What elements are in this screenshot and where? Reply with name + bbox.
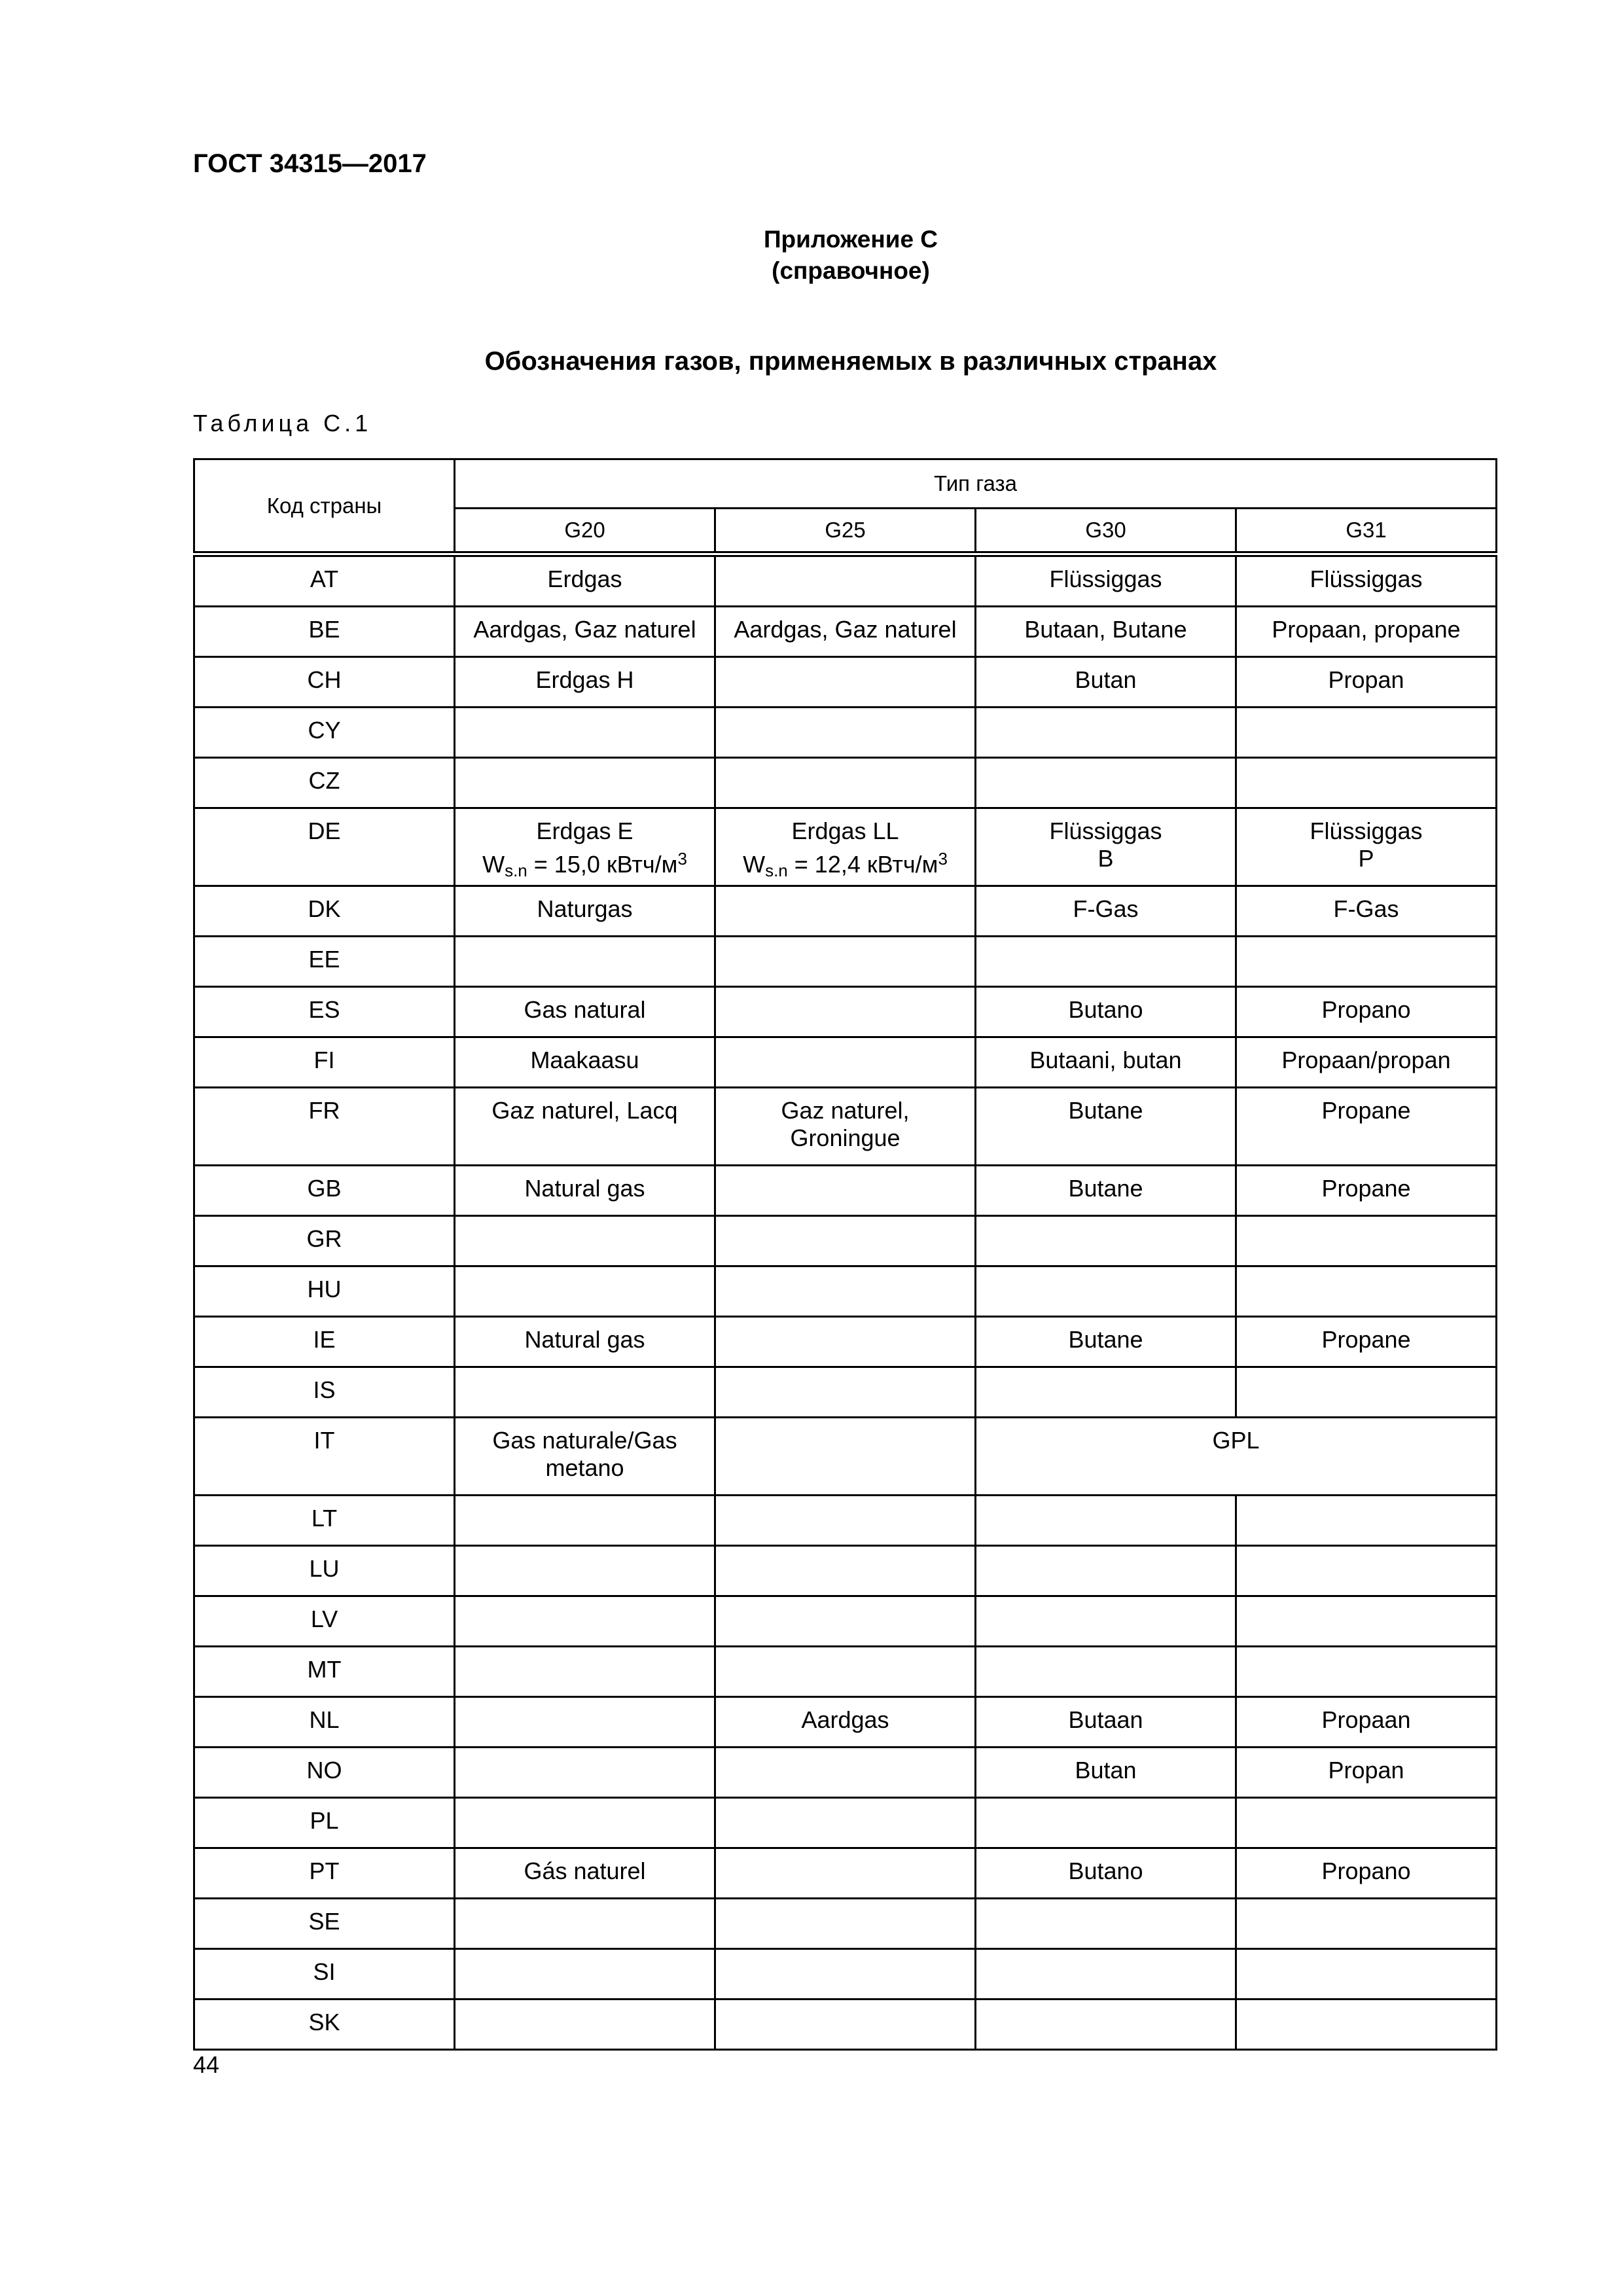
cell-g30 [976,1647,1236,1697]
cell-g30-g31: GPL [976,1418,1497,1496]
cell-country: IE [194,1317,455,1367]
document-code: ГОСТ 34315—2017 [193,149,427,178]
cell-g25 [715,1496,976,1546]
cell-g30: Butan [976,1748,1236,1798]
cell-g30 [976,1546,1236,1596]
page-number: 44 [193,2051,220,2078]
cell-g20 [455,1367,715,1418]
cell-g31 [1236,1496,1497,1546]
cell-g20 [455,1546,715,1596]
cell-g25 [715,1949,976,2000]
cell-g25 [715,987,976,1037]
header-g30: G30 [976,509,1236,554]
table-row [194,937,1497,987]
table-row [194,1317,1497,1367]
cell-g30 [976,937,1236,987]
cell-country: PT [194,1848,455,1899]
cell-country: NO [194,1748,455,1798]
cell-g30 [976,758,1236,808]
cell-g30: Butano [976,1848,1236,1899]
header-g31: G31 [1236,509,1497,554]
cell-g25 [715,1596,976,1647]
cell-country: SE [194,1899,455,1949]
cell-g20 [455,1798,715,1848]
cell-country: FI [194,1037,455,1088]
cell-g31 [1236,808,1497,886]
cell-g31: Propano [1236,987,1497,1037]
cell-g31 [1236,1798,1497,1848]
cell-g25: Aardgas [715,1697,976,1748]
cell-wobbe-line [719,845,972,884]
cell-g25: Aardgas, Gaz naturel [715,607,976,657]
cell-g25 [715,808,976,886]
cell-g31 [1236,1367,1497,1418]
cell-g31: F-Gas [1236,886,1497,937]
cell-g25 [715,1848,976,1899]
cell-g30: Butaani, butan [976,1037,1236,1088]
cell-g30 [976,1899,1236,1949]
wobbe-subscript: s.n [765,861,788,880]
cell-country: EE [194,937,455,987]
cell-line: P [1358,845,1374,872]
cell-country: LU [194,1546,455,1596]
table-row [194,1088,1497,1166]
cell-g25 [715,1367,976,1418]
table-row [194,607,1497,657]
cell-country: LT [194,1496,455,1546]
cell-g31: Propaan/propan [1236,1037,1497,1088]
cell-g25 [715,1166,976,1216]
cell-g25 [715,657,976,708]
table-row [194,987,1497,1037]
cell-g25 [715,1317,976,1367]
cell-g20 [455,2000,715,2050]
cell-g30: F-Gas [976,886,1236,937]
cell-g20 [455,758,715,808]
cell-g30: Butaan, Butane [976,607,1236,657]
cell-g30 [976,808,1236,886]
table-row [194,657,1497,708]
cell-g25 [715,1798,976,1848]
cell-g31: Propane [1236,1166,1497,1216]
cell-g25 [715,554,976,607]
annex-kind: (справочное) [772,257,930,284]
cell-g25 [715,1546,976,1596]
cell-country: PL [194,1798,455,1848]
cell-g31 [1236,758,1497,808]
cell-country: FR [194,1088,455,1166]
cell-line: Groningue [790,1124,901,1151]
cell-g31 [1236,937,1497,987]
cell-g25 [715,1748,976,1798]
cell-country: SI [194,1949,455,2000]
cell-g25 [715,1216,976,1266]
cell-country: ES [194,987,455,1037]
wobbe-value: = 15,0 кВтч/м [527,851,678,878]
wobbe-symbol: W [743,851,766,878]
cell-g31 [1236,1949,1497,2000]
cell-g20 [455,1949,715,2000]
cell-g25 [715,2000,976,2050]
cell-g30 [976,2000,1236,2050]
table-row [194,808,1497,886]
cell-line: Erdgas E [536,817,633,844]
cell-g20 [455,1266,715,1317]
cell-g31: Propano [1236,1848,1497,1899]
cell-g30: Flüssiggas [976,554,1236,607]
cell-g30: Butaan [976,1697,1236,1748]
table-row [194,886,1497,937]
cell-g30 [976,1367,1236,1418]
cell-g20: Maakaasu [455,1037,715,1088]
wobbe-subscript: s.n [505,861,527,880]
table-row [194,758,1497,808]
cell-g31: Propane [1236,1088,1497,1166]
cell-line: Flüssiggas [1310,817,1423,844]
cell-line: metano [545,1454,624,1481]
cell-g30 [976,1496,1236,1546]
cell-country: CY [194,708,455,758]
page-title: Обозначения газов, применяемых в различных странах [484,347,1217,376]
table-row [194,1848,1497,1899]
cell-g20 [455,1697,715,1748]
cell-g20 [455,1496,715,1546]
table-row [194,1418,1497,1496]
cell-country: CZ [194,758,455,808]
header-gas-type: Тип газа [455,459,1497,509]
cell-g20 [455,1418,715,1496]
cell-g20: Gaz naturel, Lacq [455,1088,715,1166]
cell-g20 [455,1899,715,1949]
cell-g25 [715,758,976,808]
cell-g30: Butane [976,1088,1236,1166]
header-country-code: Код страны [194,459,455,554]
cell-country: LV [194,1596,455,1647]
table-row [194,1949,1497,2000]
cell-country: HU [194,1266,455,1317]
cell-g25 [715,1037,976,1088]
cell-country: DE [194,808,455,886]
cell-g25 [715,1647,976,1697]
cell-g25 [715,708,976,758]
cell-g31 [1236,1546,1497,1596]
wobbe-symbol: W [482,851,505,878]
cell-g30: Butane [976,1317,1236,1367]
cell-g30: Butan [976,657,1236,708]
cell-g20: Gas natural [455,987,715,1037]
cell-g20: Natural gas [455,1317,715,1367]
cell-g31: Propaan [1236,1697,1497,1748]
cell-g25 [715,1899,976,1949]
table-row [194,1367,1497,1418]
cell-g25 [715,1266,976,1317]
table-row [194,554,1497,607]
cell-g30 [976,1949,1236,2000]
cell-line: Erdgas LL [791,817,899,844]
cell-g25 [715,937,976,987]
cell-country: GB [194,1166,455,1216]
cell-g31 [1236,1266,1497,1317]
cell-g31 [1236,708,1497,758]
cell-g30 [976,708,1236,758]
unit-superscript: 3 [938,849,948,869]
cell-g20 [455,708,715,758]
cell-country: SK [194,2000,455,2050]
cell-g31 [1236,1596,1497,1647]
header-g25: G25 [715,509,976,554]
table-row [194,1748,1497,1798]
cell-country: NL [194,1697,455,1748]
annex-title: Приложение С [763,226,938,253]
cell-g20: Naturgas [455,886,715,937]
cell-g30: Butane [976,1166,1236,1216]
cell-g25 [715,1088,976,1166]
cell-g31 [1236,1899,1497,1949]
cell-country: GR [194,1216,455,1266]
cell-country: BE [194,607,455,657]
cell-g20: Natural gas [455,1166,715,1216]
header-g20: G20 [455,509,715,554]
cell-g31: Propan [1236,657,1497,708]
table-row [194,1216,1497,1266]
gas-designation-table [193,458,1497,2051]
table-row [194,1596,1497,1647]
cell-g31 [1236,2000,1497,2050]
unit-superscript: 3 [677,849,687,869]
table-row [194,2000,1497,2050]
cell-country: MT [194,1647,455,1697]
table-row [194,1037,1497,1088]
cell-g31 [1236,1647,1497,1697]
cell-g31: Propaan, propane [1236,607,1497,657]
cell-g31: Propane [1236,1317,1497,1367]
table-row [194,1166,1497,1216]
cell-g20: Erdgas H [455,657,715,708]
cell-country: IT [194,1418,455,1496]
cell-country: CH [194,657,455,708]
table-caption: Таблица С.1 [193,410,372,437]
cell-g25 [715,886,976,937]
cell-wobbe-line [458,845,711,884]
cell-g20 [455,1216,715,1266]
cell-g30 [976,1266,1236,1317]
cell-country: AT [194,554,455,607]
table-row [194,1266,1497,1317]
table-row [194,1899,1497,1949]
table-row [194,1546,1497,1596]
cell-g30 [976,1596,1236,1647]
cell-g20 [455,1596,715,1647]
cell-country: IS [194,1367,455,1418]
cell-g20: Erdgas [455,554,715,607]
table-row [194,1496,1497,1546]
cell-g20 [455,1748,715,1798]
cell-g20 [455,1647,715,1697]
cell-line: Flüssiggas [1049,817,1162,844]
cell-country: DK [194,886,455,937]
cell-line: Gaz naturel, [781,1097,910,1124]
cell-line: Gas naturale/Gas [492,1427,677,1454]
cell-g31: Propan [1236,1748,1497,1798]
cell-line: B [1097,845,1114,872]
table-row [194,1647,1497,1697]
table-row [194,708,1497,758]
cell-g30 [976,1216,1236,1266]
table-row [194,1697,1497,1748]
cell-g30 [976,1798,1236,1848]
wobbe-value: = 12,4 кВтч/м [787,851,938,878]
cell-g31: Flüssiggas [1236,554,1497,607]
cell-g20: Aardgas, Gaz naturel [455,607,715,657]
cell-g25 [715,1418,976,1496]
cell-g20: Gás naturel [455,1848,715,1899]
cell-g31 [1236,1216,1497,1266]
cell-g20 [455,937,715,987]
cell-g30: Butano [976,987,1236,1037]
annex-heading [0,224,1623,287]
cell-g20 [455,808,715,886]
table-row [194,1798,1497,1848]
